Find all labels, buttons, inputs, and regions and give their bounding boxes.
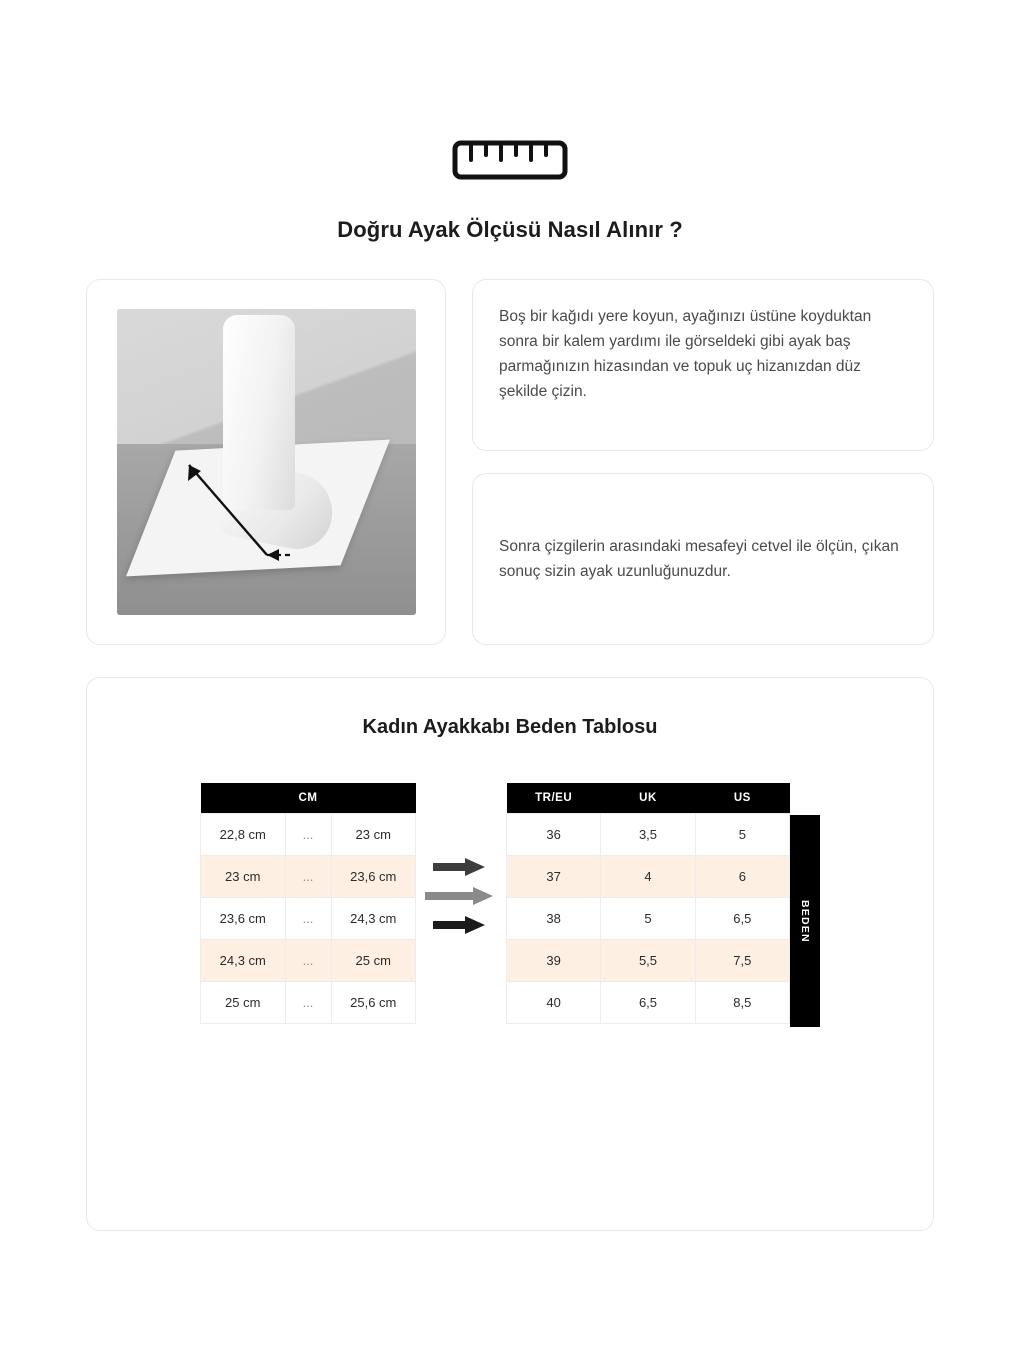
cm-from: 23,6 cm — [201, 898, 286, 940]
table-row — [201, 940, 416, 982]
photo-card — [86, 279, 446, 645]
cm-from: 24,3 cm — [201, 940, 286, 982]
beden-side-label — [790, 815, 820, 1027]
instructions-section — [0, 243, 1020, 645]
cm-dots: ... — [285, 982, 331, 1024]
cm-from: 25 cm — [201, 982, 286, 1024]
cm-table-header-row — [201, 783, 416, 814]
table-row — [507, 814, 790, 856]
ruler-icon-wrap — [0, 0, 1020, 187]
size-chart-title: Kadın Ayakkabı Beden Tablosu — [362, 716, 658, 738]
instruction-card-1: Boş bir kağıdı yere koyun, ayağınızı üstüne koyduktan sonra bir kalem yardımı ile görseldeki gibi ayak baş parmağınızın hizasından ve topuk uç hizanızdan düz şekilde çizin. — [472, 279, 934, 451]
ruler-icon — [451, 138, 569, 187]
size-table — [506, 783, 790, 1024]
size-eu: 40 — [507, 982, 601, 1024]
size-us: 6 — [695, 856, 789, 898]
size-us: 8,5 — [695, 982, 789, 1024]
instruction-text-column — [472, 279, 934, 645]
cm-dots: ... — [285, 940, 331, 982]
size-uk: 5,5 — [601, 940, 695, 982]
cm-to: 25,6 cm — [331, 982, 416, 1024]
cm-dots: ... — [285, 898, 331, 940]
beden-side-label-text: BEDEN — [799, 899, 811, 943]
size-eu: 36 — [507, 814, 601, 856]
arrow-right-icon — [433, 857, 489, 877]
size-header-us: US — [695, 783, 789, 814]
size-tables-row — [87, 783, 933, 1027]
size-eu: 37 — [507, 856, 601, 898]
arrow-right-icon — [433, 915, 489, 935]
cm-dots: ... — [285, 856, 331, 898]
instruction-card-2: Sonra çizgilerin arasındaki mesafeyi cetvel ile ölçün, çıkan sonuç sizin ayak uzunluğunuzdur. — [472, 473, 934, 645]
size-eu: 39 — [507, 940, 601, 982]
cm-header-cell: CM — [201, 783, 416, 814]
table-row — [507, 982, 790, 1024]
size-table-header-row — [507, 783, 790, 814]
size-uk: 3,5 — [601, 814, 695, 856]
cm-table — [200, 783, 416, 1024]
table-row — [507, 898, 790, 940]
size-us: 7,5 — [695, 940, 789, 982]
measure-arrow-icon — [179, 457, 291, 565]
cm-dots: ... — [285, 814, 331, 856]
cm-to: 25 cm — [331, 940, 416, 982]
cm-to: 23 cm — [331, 814, 416, 856]
size-uk: 5 — [601, 898, 695, 940]
cm-from: 22,8 cm — [201, 814, 286, 856]
size-us: 5 — [695, 814, 789, 856]
cm-to: 23,6 cm — [331, 856, 416, 898]
foot-measurement-photo — [117, 309, 416, 615]
table-row — [507, 940, 790, 982]
table-row — [201, 814, 416, 856]
page-title: Doğru Ayak Ölçüsü Nasıl Alınır ? — [337, 217, 683, 242]
size-eu: 38 — [507, 898, 601, 940]
size-uk: 4 — [601, 856, 695, 898]
size-uk: 6,5 — [601, 982, 695, 1024]
cm-from: 23 cm — [201, 856, 286, 898]
arrow-right-icon — [425, 886, 497, 906]
table-row — [507, 856, 790, 898]
table-row — [201, 856, 416, 898]
size-us: 6,5 — [695, 898, 789, 940]
table-row — [201, 982, 416, 1024]
table-row — [201, 898, 416, 940]
size-chart-card — [86, 677, 934, 1231]
size-header-eu: TR/EU — [507, 783, 601, 814]
size-header-uk: UK — [601, 783, 695, 814]
conversion-arrows — [416, 783, 506, 935]
cm-to: 24,3 cm — [331, 898, 416, 940]
